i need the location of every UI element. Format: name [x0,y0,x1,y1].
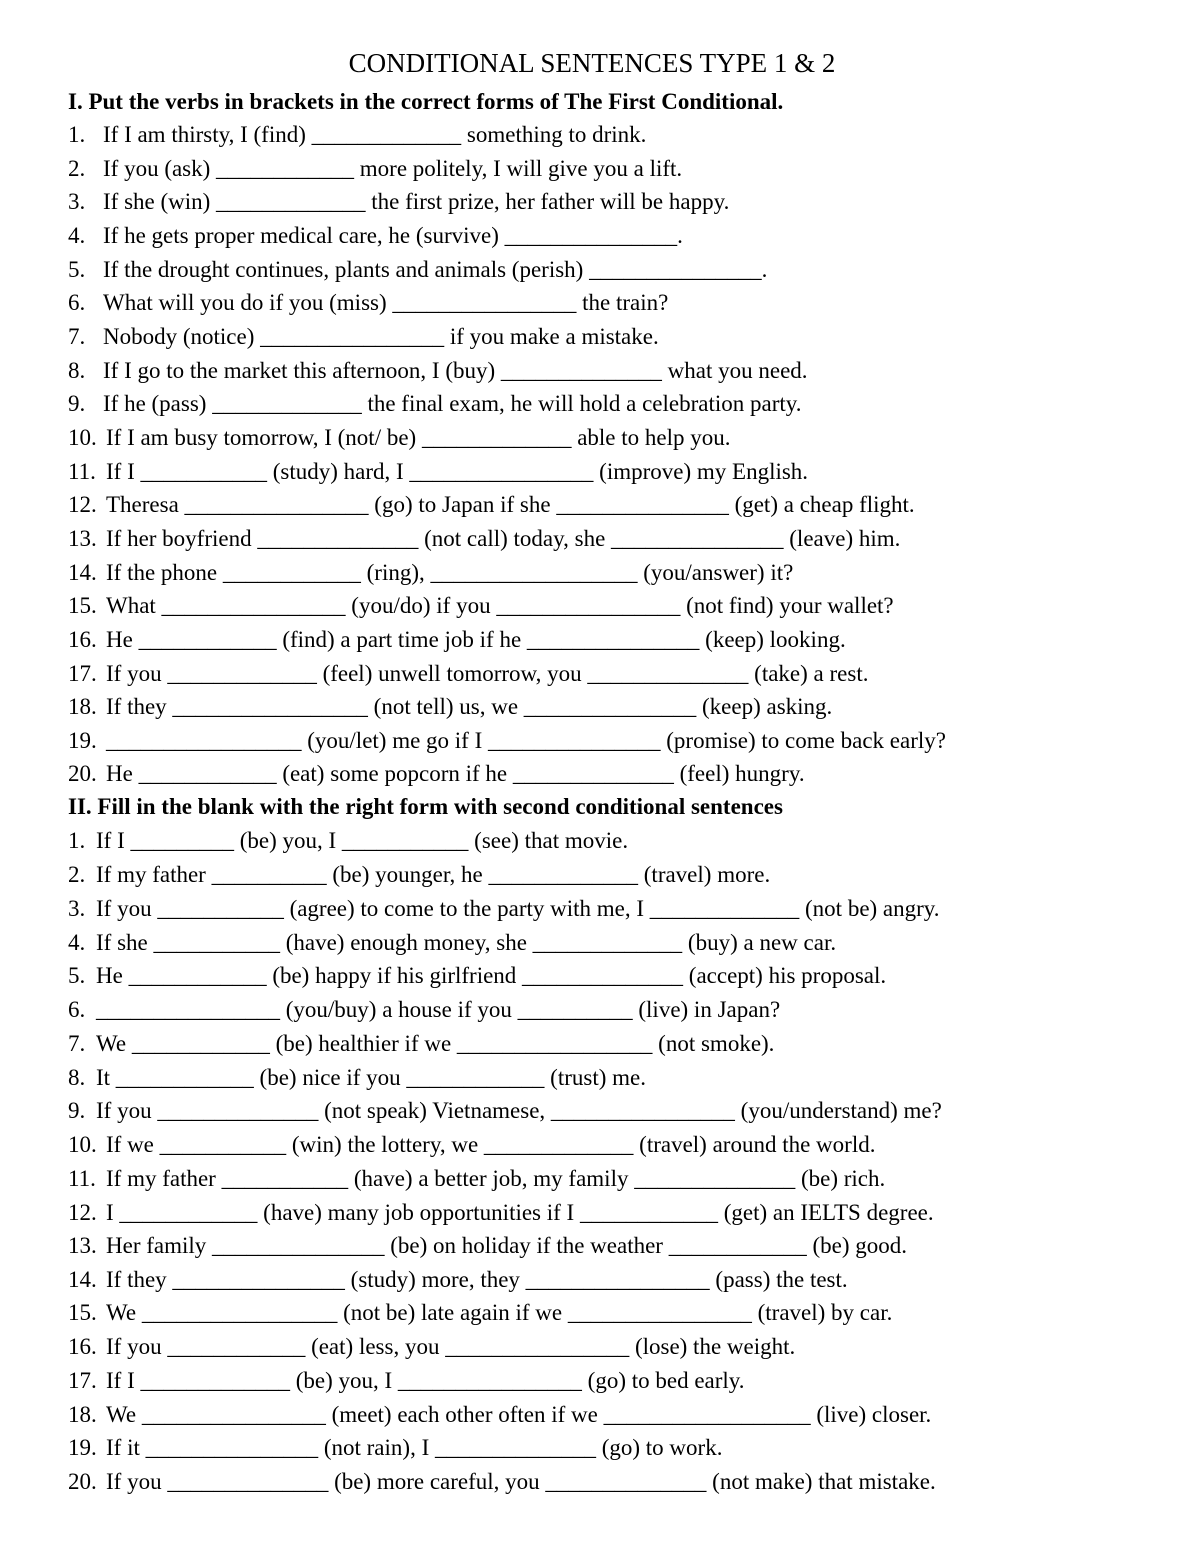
item-text: If she ___________ (have) enough money, she _____________ (buy) a new car. [96,930,837,955]
item-number: 6. [68,290,86,315]
item-number: 1. [68,828,86,853]
item-text: If you _____________ (feel) unwell tomorrow, you ______________ (take) a rest. [106,661,869,686]
item-number: 11. [68,459,96,484]
section-2-item [68,826,628,856]
section-1-item [68,726,946,756]
section-1-heading: I. Put the verbs in brackets in the correct forms of The First Conditional. [68,89,784,114]
section-2-item [68,860,770,890]
item-text: We ________________ (meet) each other often if we __________________ (live) closer. [106,1402,932,1427]
item-number: 17. [68,1368,97,1393]
section-2-item [68,1231,907,1261]
item-text: He ____________ (find) a part time job if he _______________ (keep) looking. [106,627,846,652]
item-text: What will you do if you (miss) ________________ the train? [103,290,669,315]
item-number: 16. [68,627,97,652]
item-number: 5. [68,257,86,282]
item-number: 14. [68,560,97,585]
section-2-item [68,995,780,1025]
section-1-item [68,692,832,722]
item-text: He ____________ (eat) some popcorn if he ______________ (feel) hungry. [106,761,805,786]
item-text: If you ______________ (be) more careful, you ______________ (not make) that mistake. [106,1469,936,1494]
item-number: 11. [68,1166,96,1191]
item-number: 18. [68,1402,97,1427]
section-1-item [68,120,646,150]
item-text: If her boyfriend ______________ (not call) today, she _______________ (leave) him. [106,526,901,551]
section-2-item [68,1029,774,1059]
section-2-item [68,1130,875,1160]
item-text: If my father __________ (be) younger, he _____________ (travel) more. [96,862,771,887]
item-number: 9. [68,391,86,416]
item-text: If my father ___________ (have) a better job, my family ______________ (be) rich. [106,1166,886,1191]
item-number: 19. [68,1435,97,1460]
item-text: If it _______________ (not rain), I ______________ (go) to work. [106,1435,723,1460]
item-number: 4. [68,930,86,955]
item-text: If I go to the market this afternoon, I (buy) ______________ what you need. [103,358,808,383]
section-1-item [68,423,731,453]
item-number: 15. [68,593,97,618]
item-text: If I am thirsty, I (find) _____________ something to drink. [103,122,647,147]
section-2-item [68,1433,722,1463]
item-text: If I _____________ (be) you, I ________________ (go) to bed early. [106,1368,745,1393]
item-number: 6. [68,997,86,1022]
section-2-item [68,1400,931,1430]
section-2-item [68,1063,646,1093]
section-1-item [68,490,915,520]
item-number: 18. [68,694,97,719]
section-2-item [68,1366,745,1396]
item-number: 10. [68,1132,97,1157]
item-number: 2. [68,156,86,181]
item-text: He ____________ (be) happy if his girlfriend ______________ (accept) his proposal. [96,963,887,988]
item-number: 9. [68,1098,86,1123]
item-number: 8. [68,358,86,383]
item-text: It ____________ (be) nice if you ____________ (trust) me. [96,1065,646,1090]
item-text: If you ___________ (agree) to come to the party with me, I _____________ (not be) angry. [96,896,940,921]
item-number: 4. [68,223,86,248]
item-number: 10. [68,425,97,450]
item-text: If I am busy tomorrow, I (not/ be) _____________ able to help you. [106,425,731,450]
section-1-item [68,389,802,419]
item-text: If we ___________ (win) the lottery, we _____________ (travel) around the world. [106,1132,876,1157]
item-text: If you ____________ (eat) less, you ________________ (lose) the weight. [106,1334,796,1359]
item-text: If she (win) _____________ the first prize, her father will be happy. [103,189,730,214]
section-2-item [68,1298,892,1328]
item-number: 3. [68,189,86,214]
item-number: 8. [68,1065,86,1090]
item-number: 20. [68,1469,97,1494]
item-text: We ____________ (be) healthier if we _________________ (not smoke). [96,1031,775,1056]
item-number: 16. [68,1334,97,1359]
section-1-item [68,356,808,386]
item-number: 13. [68,526,97,551]
item-number: 12. [68,1200,97,1225]
section-1-item [68,659,868,689]
item-number: 19. [68,728,97,753]
item-text: If he (pass) _____________ the final exam, he will hold a celebration party. [103,391,802,416]
item-number: 20. [68,761,97,786]
item-text: _________________ (you/let) me go if I _______________ (promise) to come back early? [106,728,946,753]
page-title: CONDITIONAL SENTENCES TYPE 1 & 2 [348,48,836,78]
section-2-item [68,928,836,958]
section-2-item [68,1332,795,1362]
item-number: 5. [68,963,86,988]
section-2-item [68,1096,942,1126]
section-1-item [68,625,846,655]
item-text: Her family _______________ (be) on holiday if the weather ____________ (be) good. [106,1233,907,1258]
item-text: If the drought continues, plants and animals (perish) _______________. [103,257,768,282]
item-text: If you (ask) ____________ more politely, I will give you a lift. [103,156,683,181]
item-text: If the phone ____________ (ring), __________________ (you/answer) it? [106,560,794,585]
item-text: Theresa ________________ (go) to Japan if she _______________ (get) a cheap flight. [106,492,915,517]
item-text: What ________________ (you/do) if you ________________ (not find) your wallet? [106,593,894,618]
item-text: We _________________ (not be) late again if we ________________ (travel) by car. [106,1300,893,1325]
item-number: 15. [68,1300,97,1325]
section-1-item [68,558,793,588]
section-1-item [68,524,900,554]
section-1-item [68,187,729,217]
section-1-item [68,759,805,789]
section-1-item [68,288,668,318]
item-text: I ____________ (have) many job opportunities if I ____________ (get) an IELTS degree. [106,1200,934,1225]
item-number: 14. [68,1267,97,1292]
section-2-heading: II. Fill in the blank with the right form with second conditional sentences [68,794,783,819]
section-2-item [68,894,940,924]
item-text: ________________ (you/buy) a house if you __________ (live) in Japan? [96,997,781,1022]
item-number: 7. [68,324,86,349]
item-text: If he gets proper medical care, he (survive) _______________. [103,223,683,248]
item-number: 2. [68,862,86,887]
item-number: 7. [68,1031,86,1056]
item-text: If you ______________ (not speak) Vietnamese, ________________ (you/understand) me? [96,1098,942,1123]
section-2-item [68,961,886,991]
section-1-item [68,221,683,251]
item-text: If I ___________ (study) hard, I ________________ (improve) my English. [106,459,809,484]
section-2-item [68,1198,934,1228]
section-1-item [68,322,659,352]
item-text: Nobody (notice) ________________ if you make a mistake. [103,324,659,349]
item-number: 17. [68,661,97,686]
item-number: 3. [68,896,86,921]
section-1-item [68,154,682,184]
section-2-item [68,1164,885,1194]
item-text: If I _________ (be) you, I ___________ (see) that movie. [96,828,629,853]
section-1-item [68,591,894,621]
section-1-item [68,457,808,487]
section-1-item [68,255,767,285]
item-number: 13. [68,1233,97,1258]
section-2-item [68,1265,848,1295]
item-text: If they _________________ (not tell) us, we _______________ (keep) asking. [106,694,833,719]
item-number: 1. [68,122,86,147]
item-text: If they _______________ (study) more, they ________________ (pass) the test. [106,1267,848,1292]
item-number: 12. [68,492,97,517]
section-2-item [68,1467,936,1497]
